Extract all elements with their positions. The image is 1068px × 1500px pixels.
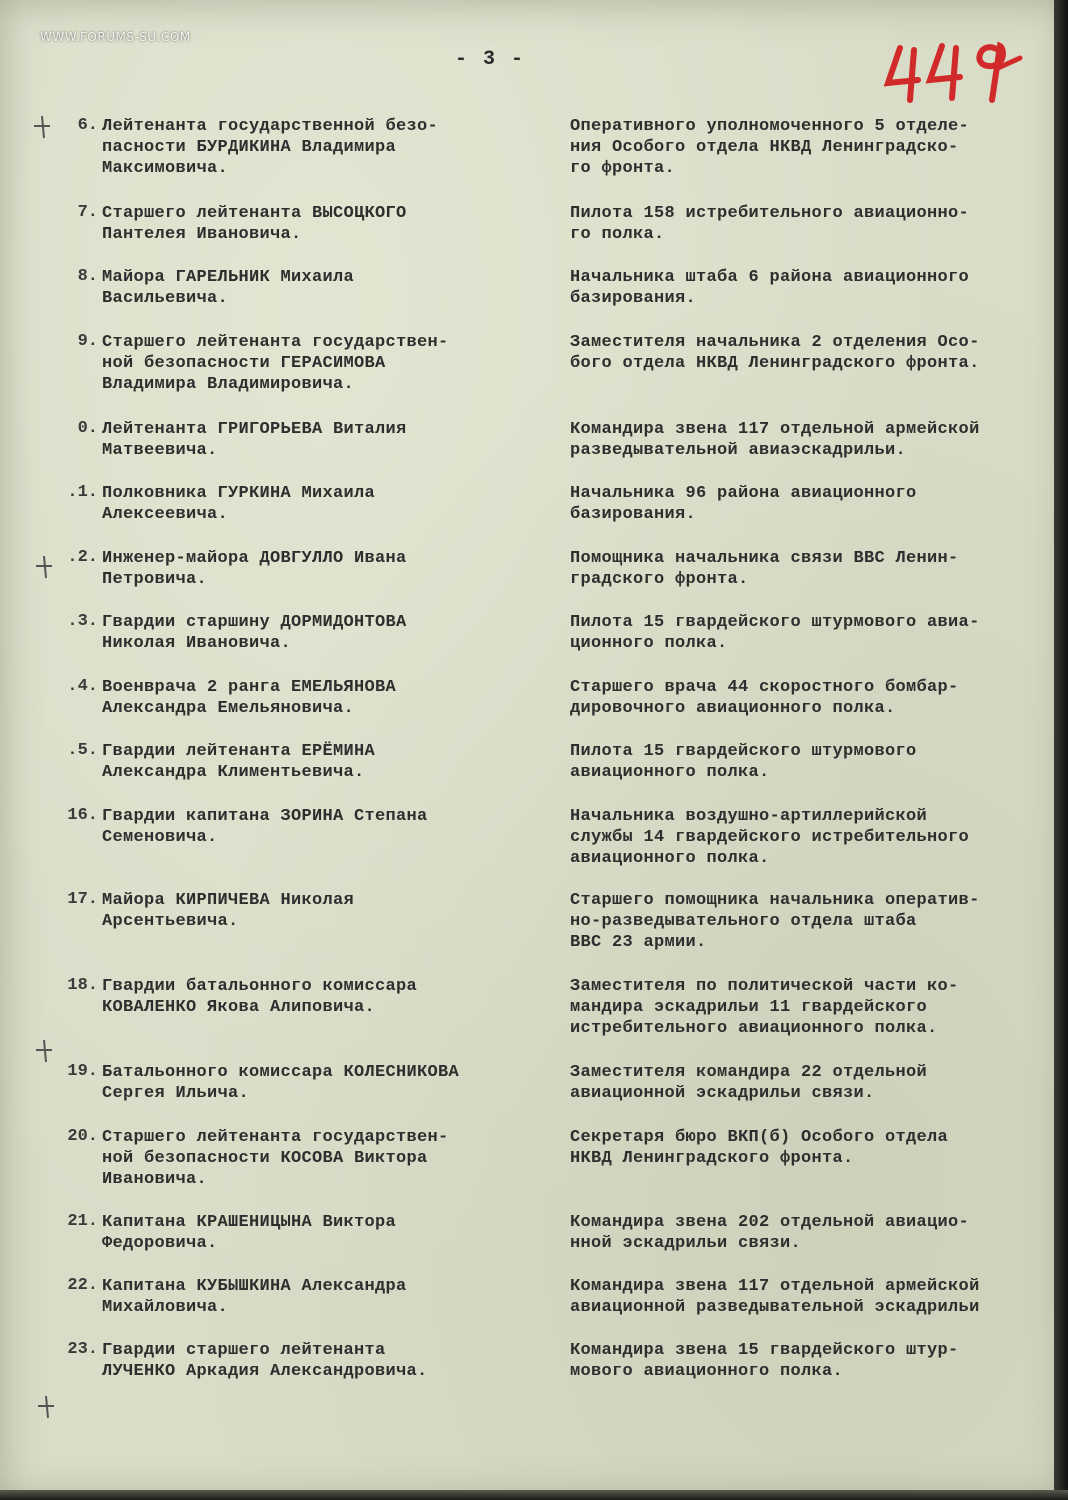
person-name: Старшего лейтенанта ВЫСОЦКОГО Пантелея Ивановича. bbox=[102, 204, 407, 244]
item-number: .4. bbox=[67, 677, 98, 696]
person-name: Полковника ГУРКИНА Михаила Алексеевича. bbox=[102, 484, 376, 524]
person-name: Лейтенанта ГРИГОРЬЕВА Виталия Матвеевича. bbox=[102, 420, 407, 460]
position-title: Начальника штаба 6 района авиационного базирования. bbox=[570, 268, 970, 308]
person-name: Гвардии лейтенанта ЕРЁМИНА Александра Климентьевича. bbox=[102, 742, 376, 782]
person-name: Инженер-майора ДОВГУЛЛО Ивана Петровича. bbox=[102, 549, 407, 589]
person-name: Капитана КУБЫШКИНА Александра Михайловича. bbox=[102, 1277, 407, 1317]
item-number: .5. bbox=[67, 741, 98, 760]
position-title: Командира звена 202 отдельной авиацио- нной эскадрильи связи. bbox=[570, 1213, 970, 1253]
position-title: Командира звена 15 гвардейского штур- мового авиационного полка. bbox=[570, 1341, 959, 1381]
item-number: 17. bbox=[67, 890, 98, 909]
position-title: Начальника 96 района авиационного базирования. bbox=[570, 484, 917, 524]
position-title: Секретаря бюро ВКП(б) Особого отдела НКВД Ленинградского фронта. bbox=[570, 1128, 949, 1168]
item-number: 7. bbox=[77, 203, 98, 222]
person-name: Старшего лейтенанта государствен- ной безопасности ГЕРАСИМОВА Владимира Владимировича. bbox=[102, 333, 449, 394]
person-name: Лейтенанта государственной безо- пасности БУРДИКИНА Владимира Максимовича. bbox=[102, 117, 439, 178]
person-name: Старшего лейтенанта государствен- ной безопасности КОСОВА Виктора Ивановича. bbox=[102, 1128, 449, 1189]
page-bottom-shadow bbox=[0, 1490, 1068, 1500]
item-number: 22. bbox=[67, 1276, 98, 1295]
item-number: 21. bbox=[67, 1212, 98, 1231]
page-number: - 3 - bbox=[455, 48, 526, 71]
person-name: Майора КИРПИЧЕВА Николая Арсентьевича. bbox=[102, 891, 355, 931]
person-name: Военврача 2 ранга ЕМЕЛЬЯНОВА Александра Емельяновича. bbox=[102, 678, 397, 718]
position-title: Оперативного уполномоченного 5 отделе- ния Особого отдела НКВД Ленинградско- го фронта. bbox=[570, 117, 970, 178]
handwritten-red-mark bbox=[880, 28, 1030, 108]
punch-hole-mark bbox=[32, 552, 56, 582]
person-name: Капитана КРАШЕНИЦЫНА Виктора Федоровича. bbox=[102, 1213, 397, 1253]
position-title: Начальника воздушно-артиллерийской службы 14 гвардейского истребительного авиационного полка. bbox=[570, 807, 970, 868]
item-number: 18. bbox=[67, 976, 98, 995]
item-number: .2. bbox=[67, 548, 98, 567]
item-number: .1. bbox=[67, 483, 98, 502]
item-number: 0. bbox=[77, 419, 98, 438]
item-number: 20. bbox=[67, 1127, 98, 1146]
position-title: Заместителя по политической части ко- мандира эскадрильи 11 гвардейского истребительного авиационного полка. bbox=[570, 977, 959, 1038]
position-title: Пилота 158 истребительного авиационно- го полка. bbox=[570, 204, 970, 244]
position-title: Пилота 15 гвардейского штурмового авиационного полка. bbox=[570, 742, 917, 782]
person-name: Гвардии батальонного комиссара КОВАЛЕНКО Якова Алиповича. bbox=[102, 977, 418, 1017]
item-number: 6. bbox=[77, 116, 98, 135]
item-number: 16. bbox=[67, 806, 98, 825]
position-title: Заместителя начальника 2 отделения Осо- бого отдела НКВД Ленинградского фронта. bbox=[570, 333, 980, 373]
person-name: Майора ГАРЕЛЬНИК Михаила Васильевича. bbox=[102, 268, 355, 308]
item-number: 23. bbox=[67, 1340, 98, 1359]
person-name: Батальонного комиссара КОЛЕСНИКОВА Сергея Ильича. bbox=[102, 1063, 460, 1103]
item-number: 8. bbox=[77, 267, 98, 286]
person-name: Гвардии старшину ДОРМИДОНТОВА Николая Ивановича. bbox=[102, 613, 407, 653]
person-name: Гвардии капитана ЗОРИНА Степана Семеновича. bbox=[102, 807, 428, 847]
item-number: .3. bbox=[67, 612, 98, 631]
item-number: 9. bbox=[77, 332, 98, 351]
punch-hole-mark bbox=[34, 1392, 58, 1422]
person-name: Гвардии старшего лейтенанта ЛУЧЕНКО Аркадия Александровича. bbox=[102, 1341, 428, 1381]
position-title: Пилота 15 гвардейского штурмового авиа- ционного полка. bbox=[570, 613, 980, 653]
position-title: Командира звена 117 отдельной армейской авиационной разведывательной эскадрильи bbox=[570, 1277, 980, 1317]
position-title: Старшего врача 44 скоростного бомбар- дировочного авиационного полка. bbox=[570, 678, 959, 718]
punch-hole-mark bbox=[32, 1036, 56, 1066]
position-title: Старшего помощника начальника оператив- но-разведывательного отдела штаба ВВС 23 армии. bbox=[570, 891, 980, 952]
punch-hole-mark bbox=[30, 112, 54, 142]
site-watermark: WWW.FORUMS-SU.COM bbox=[40, 30, 191, 44]
position-title: Заместителя командира 22 отдельной авиационной эскадрильи связи. bbox=[570, 1063, 928, 1103]
item-number: 19. bbox=[67, 1062, 98, 1081]
position-title: Командира звена 117 отдельной армейской разведывательной авиаэскадрильи. bbox=[570, 420, 980, 460]
position-title: Помощника начальника связи ВВС Ленин- градского фронта. bbox=[570, 549, 959, 589]
